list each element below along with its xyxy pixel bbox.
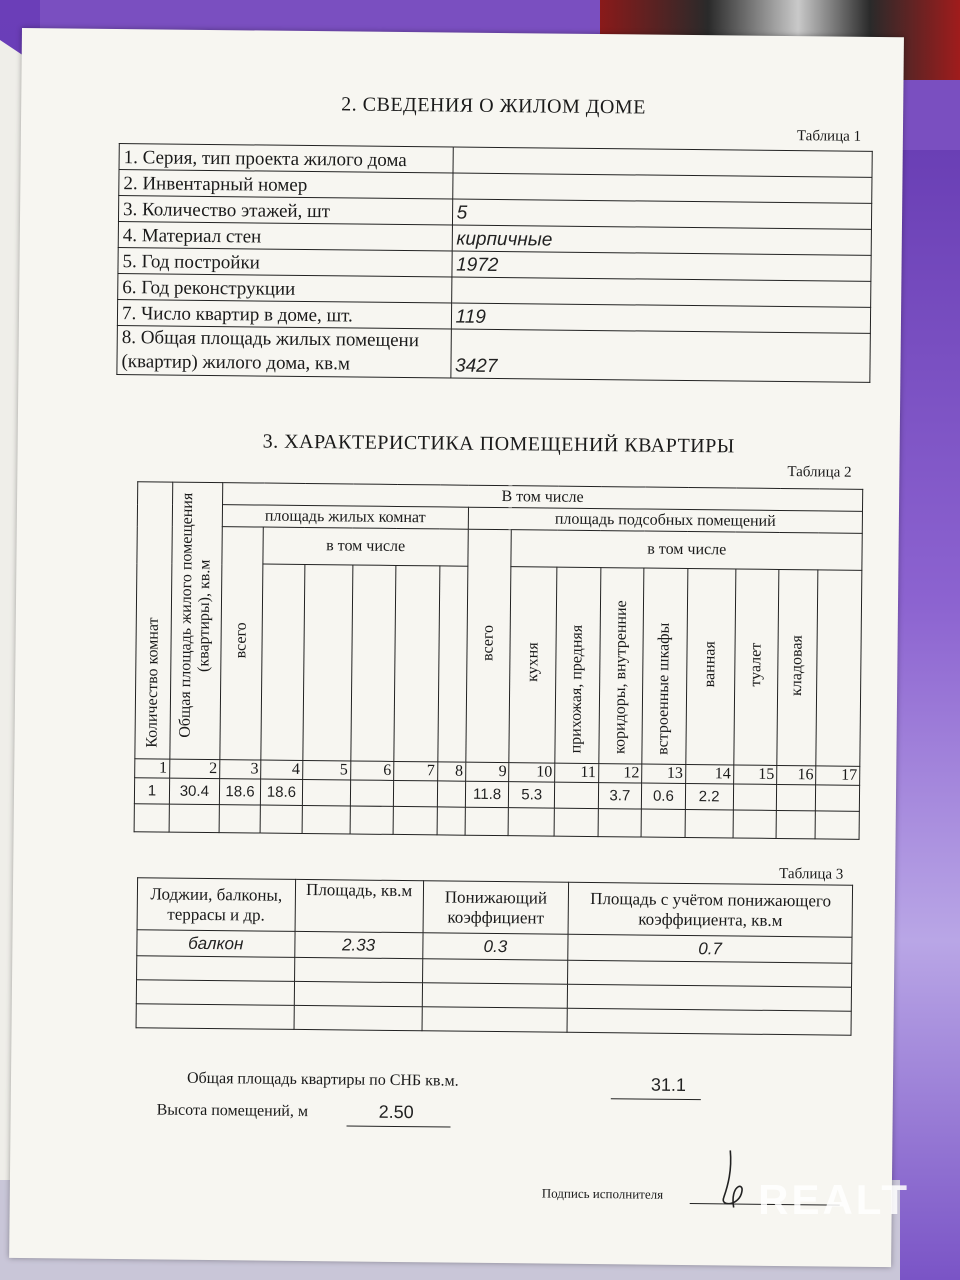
col-corridor-header	[598, 568, 644, 764]
col-rooms-text: Количество комнат	[143, 616, 162, 748]
cell: 2.33	[295, 931, 423, 958]
data-cell	[437, 781, 466, 807]
cell: 0.3	[422, 933, 568, 961]
data-cell	[302, 779, 350, 806]
column-number: 14	[685, 764, 733, 784]
cell: балкон	[137, 930, 295, 958]
building-info-table	[116, 143, 872, 383]
empty-header	[350, 565, 396, 761]
column-number: 2	[169, 759, 219, 779]
document-page	[9, 28, 904, 1267]
column-number: 8	[437, 762, 465, 781]
data-cell: 3.7	[598, 783, 642, 809]
column-number: 10	[509, 763, 555, 782]
header-loggias: Лоджии, балконы, террасы и др.	[137, 878, 295, 932]
col-storage-header	[777, 569, 818, 765]
data-cell	[733, 784, 777, 810]
col-storage-text: кладовая	[788, 634, 806, 696]
table1-label: Таблица 1	[796, 128, 862, 145]
column-number: 13	[642, 764, 686, 783]
column-number: 9	[465, 762, 509, 781]
col-toilet-text: туалет	[747, 642, 765, 687]
data-cell: 18.6	[261, 779, 303, 805]
column-number: 1	[135, 759, 170, 778]
height-value: 2.50	[378, 1101, 414, 1123]
data-cell	[776, 784, 815, 810]
row-value: 3427	[450, 329, 870, 382]
header-in-total: В том числе	[222, 483, 862, 512]
col-rooms-header	[135, 482, 173, 759]
data-cell	[554, 782, 598, 808]
watermark-logo: REALT	[758, 1176, 910, 1223]
row-value: 5	[452, 199, 872, 229]
data-cell	[350, 780, 394, 806]
col-total-area-header	[170, 482, 223, 760]
empty-header	[394, 565, 440, 761]
empty-header	[816, 570, 862, 766]
table2-label: Таблица 2	[787, 464, 852, 481]
column-number: 7	[394, 761, 438, 780]
total-area-underline	[611, 1098, 701, 1100]
column-number: 3	[220, 760, 262, 779]
header-incl-living: в том числе	[263, 527, 468, 566]
height-label: Высота помещений, м	[156, 1101, 309, 1121]
row-label	[117, 326, 451, 378]
signature-scribble	[700, 1145, 761, 1216]
table3-label: Таблица 3	[779, 865, 844, 883]
data-cell	[393, 780, 437, 806]
header-incl-aux: в том числе	[511, 530, 862, 571]
col-aux-total-text: всего	[479, 625, 497, 662]
row-label: 3. Количество этажей, шт	[118, 196, 452, 225]
row-label: 1. Серия, тип проекта жилого дома	[119, 144, 453, 173]
empty-header	[302, 564, 352, 760]
column-number: 5	[302, 760, 350, 780]
header-coefficient: Понижающий коэффициент	[423, 881, 569, 935]
data-cell: 18.6	[219, 779, 261, 805]
data-cell: 2.2	[685, 783, 733, 810]
data-cell: 11.8	[465, 781, 509, 807]
row-label-line1: 8. Общая площадь жилых помещени	[121, 327, 420, 352]
column-number: 12	[598, 764, 642, 783]
col-aux-total-header	[466, 529, 512, 762]
data-cell	[816, 785, 860, 811]
col-kitchen-text: кухня	[523, 642, 542, 683]
row-value: кирпичные	[452, 225, 872, 255]
col-kitchen-header	[509, 567, 557, 763]
row-value: 1972	[452, 251, 872, 281]
col-corridor-text: коридоры, внутренние	[611, 600, 630, 755]
col-hall-text: прихожая, предняя	[567, 625, 587, 754]
col-total-area-text: Общая площадь жилого помещения (квартиры), кв.м	[176, 492, 214, 738]
total-area-label: Общая площадь квартиры по СНБ кв.м.	[186, 1069, 459, 1090]
row-label: 4. Материал стен	[118, 222, 452, 251]
col-living-total-header	[220, 527, 264, 760]
col-closets-text: встроенные шкафы	[654, 622, 674, 755]
row-value: 119	[451, 303, 871, 333]
row-label-line2: (квартир) жилого дома, кв.м	[121, 351, 351, 375]
row-label: 2. Инвентарный номер	[119, 170, 453, 199]
header-living: площадь жилых комнат	[222, 505, 468, 530]
col-toilet-header	[733, 569, 779, 765]
total-area-value: 31.1	[650, 1074, 687, 1096]
col-bath-header	[686, 568, 736, 764]
column-number: 6	[350, 761, 394, 780]
cell: 0.7	[568, 934, 852, 963]
empty-header	[437, 566, 467, 762]
rooms-table	[134, 481, 864, 840]
data-cell: 0.6	[642, 783, 686, 809]
signature-label: Подпись исполнителя	[541, 1185, 664, 1202]
height-underline	[347, 1125, 451, 1127]
section2-title: 2. СВЕДЕНИЯ О ЖИЛОМ ДОМЕ	[341, 93, 646, 119]
column-number: 11	[555, 763, 599, 782]
data-cell: 1	[134, 778, 169, 804]
column-number: 16	[777, 765, 816, 784]
header-adjusted-area: Площадь с учётом понижающего коэффициента, кв.м	[568, 882, 852, 937]
column-number: 15	[733, 765, 777, 784]
col-closets-header	[642, 568, 688, 764]
row-label: 5. Год постройки	[118, 248, 452, 277]
balcony-table	[136, 877, 854, 1035]
col-bath-text: ванная	[701, 641, 719, 688]
col-living-total-text: всего	[232, 622, 250, 659]
column-number: 17	[816, 766, 860, 785]
data-cell: 5.3	[509, 782, 555, 808]
data-cell: 30.4	[169, 778, 219, 805]
header-area: Площадь, кв.м	[295, 879, 423, 932]
row-label: 6. Год реконструкции	[118, 274, 452, 303]
empty-header	[261, 564, 304, 760]
column-number: 4	[261, 760, 303, 779]
header-aux: площадь подсобных помещений	[468, 507, 862, 533]
table-row	[117, 326, 870, 383]
section3-title: 3. ХАРАКТЕРИСТИКА ПОМЕЩЕНИЙ КВАРТИРЫ	[262, 430, 735, 458]
col-hall-header	[555, 567, 601, 763]
row-label: 7. Число квартир в доме, шт.	[117, 300, 451, 329]
